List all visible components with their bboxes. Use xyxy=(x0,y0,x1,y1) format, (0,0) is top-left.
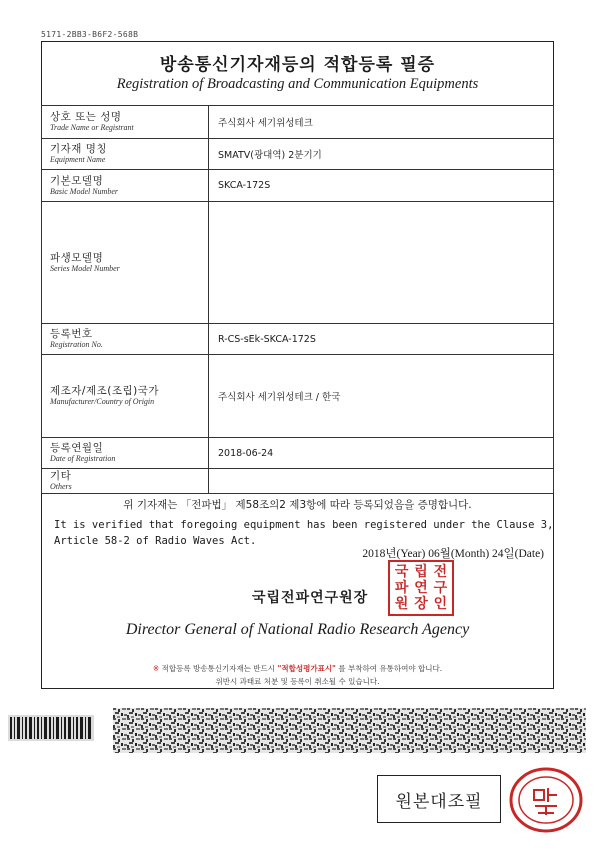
security-barcode xyxy=(113,708,586,753)
registration-no-value: R-CS-sEk-SKCA-172S xyxy=(209,324,554,355)
issuer-title-korean: 국립전파연구원장 xyxy=(252,590,369,606)
seal-char: 전 xyxy=(433,564,448,580)
label-korean: 기타 xyxy=(50,470,72,482)
document-serial-number: 5171-2BB3-B6F2-568B xyxy=(41,30,139,39)
label-english: Trade Name or Registrant xyxy=(50,123,134,132)
certificate-title-english: Registration of Broadcasting and Communication Equipments xyxy=(116,76,479,92)
notice-emphasis: "적합성평가표시" xyxy=(277,664,336,673)
registration-date-value: 2018-06-24 xyxy=(209,438,554,469)
official-seal xyxy=(388,560,454,616)
table-row-registration-no xyxy=(42,324,554,355)
notice-line-1 xyxy=(41,662,554,675)
label-english: Manufacturer/Country of Origin xyxy=(50,397,155,406)
basic-model-value: SKCA-172S xyxy=(209,170,554,202)
notice-line-1-start: 적합등록 방송통신기자재는 반드시 xyxy=(161,664,276,673)
certification-statement xyxy=(41,497,554,549)
equipment-name-value: SMATV(광대역) 2분기기 xyxy=(209,139,554,170)
label-korean: 상호 또는 성명 xyxy=(50,111,122,123)
notice-text xyxy=(41,662,554,688)
table-row-basic-model xyxy=(42,170,554,202)
label-english: Others xyxy=(50,482,72,491)
label-cell xyxy=(42,469,209,494)
barcode-small xyxy=(6,713,96,743)
notice-mark: ※ xyxy=(152,664,160,673)
label-cell xyxy=(42,139,209,170)
seal-char: 인 xyxy=(433,596,448,612)
table-row-equipment-name xyxy=(42,139,554,170)
registration-table xyxy=(41,105,554,494)
label-cell xyxy=(42,355,209,438)
table-row-others xyxy=(42,469,554,494)
table-row-registration-date xyxy=(42,438,554,469)
label-cell xyxy=(42,106,209,139)
seal-char: 원 xyxy=(394,596,409,612)
label-english: Series Model Number xyxy=(50,263,120,273)
certificate-title-korean: 방송통신기자재등의 적합등록 필증 xyxy=(159,55,436,75)
table-row-trade-name xyxy=(42,106,554,139)
label-english: Date of Registration xyxy=(50,454,116,463)
seal-char: 립 xyxy=(414,564,428,580)
table-row-manufacturer xyxy=(42,355,554,438)
seal-char: 장 xyxy=(414,596,428,612)
seal-char: 파 xyxy=(394,580,409,596)
original-copy-stamp: 원본대조필 xyxy=(377,775,501,823)
issue-date: 2018년(Year) 06월(Month) 24일(Date) xyxy=(362,548,544,560)
statement-english-line-2: Article 58-2 of Radio Waves Act. xyxy=(54,535,257,547)
label-korean: 제조자/제조(조립)국가 xyxy=(50,385,160,397)
series-model-value xyxy=(209,202,554,324)
trade-name-value: 주식회사 세기위성테크 xyxy=(209,106,554,139)
statement-korean: 위 기자재는 「전파법」 제58조의2 제3항에 따라 등록되었음을 증명합니다. xyxy=(123,499,472,511)
label-korean: 기본모델명 xyxy=(50,174,104,187)
seal-char: 국 xyxy=(394,564,409,580)
notice-line-1-end: 를 부착하여 유통하여야 합니다. xyxy=(338,664,443,673)
label-korean: 등록연월일 xyxy=(50,442,104,454)
others-value xyxy=(209,469,554,494)
table-row-series-model xyxy=(42,202,554,324)
label-cell xyxy=(42,438,209,469)
label-english: Registration No. xyxy=(50,340,103,349)
statement-english-line-1: It is verified that foregoing equipment has been registered under the Clause 3, xyxy=(54,519,554,531)
red-round-seal xyxy=(508,766,584,834)
issuer-title-english: Director General of National Radio Research Agency xyxy=(125,621,470,638)
manufacturer-value: 주식회사 세기위성테크 / 한국 xyxy=(209,355,554,438)
label-english: Equipment Name xyxy=(50,155,106,164)
label-cell xyxy=(42,324,209,355)
label-cell xyxy=(42,202,209,324)
label-cell xyxy=(42,170,209,202)
label-korean: 등록번호 xyxy=(50,328,93,340)
seal-char: 구 xyxy=(433,580,448,596)
notice-line-2: 위반시 과태료 처분 및 등록이 취소될 수 있습니다. xyxy=(215,677,380,686)
label-korean: 파생모델명 xyxy=(50,251,104,264)
seal-char: 연 xyxy=(414,580,428,596)
label-korean: 기자재 명칭 xyxy=(50,143,108,155)
label-english: Basic Model Number xyxy=(50,186,118,196)
